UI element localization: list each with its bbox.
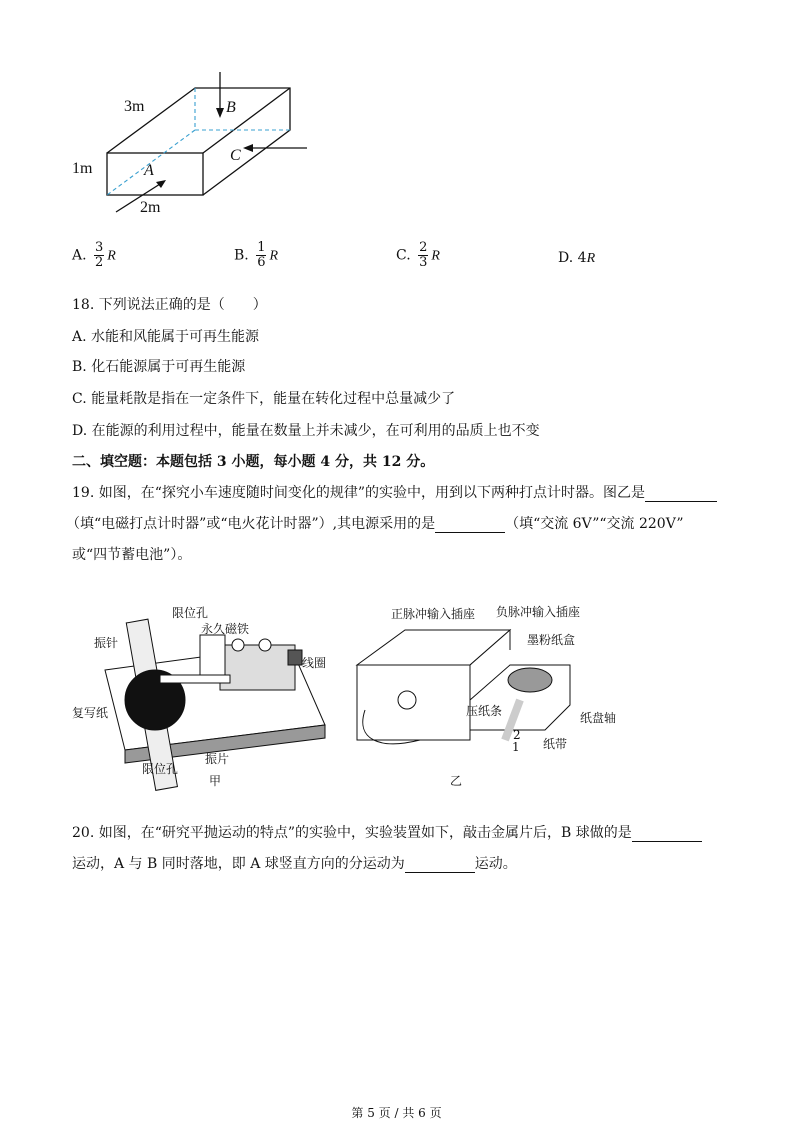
fig-label: 2 (513, 728, 521, 742)
option-b: B. $\frac{1}{6}$ R (234, 240, 279, 270)
fig-label: 纸盘轴 (580, 711, 617, 725)
fig-label: 负脉冲输入插座 (496, 605, 581, 619)
q18-stem: 18. 下列说法正确的是（ ） (72, 297, 267, 313)
figure-caption: 乙 (450, 774, 463, 788)
option-c: C. $\frac{2}{3}$ R (396, 240, 440, 270)
fig-label: 振针 (94, 636, 119, 650)
q18-option-c: C. 能量耗散是指在一定条件下，能量在转化过程中总量减少了 (72, 391, 456, 407)
length-label: 3m (124, 98, 145, 115)
point-b-label: B (226, 99, 236, 116)
q18-option-d: D. 在能源的利用过程中，能量在数量上并未减少，在可利用的品质上也不变 (72, 423, 540, 439)
section-heading: 二、填空题：本题包括 3 小题，每小题 4 分，共 12 分。 (72, 454, 435, 470)
fig-label: 复写纸 (72, 706, 109, 720)
fig-label: 1 (512, 740, 520, 754)
fig-label: 线圈 (302, 656, 327, 670)
page-footer: 第 5 页 / 共 6 页 (351, 1106, 442, 1120)
q19-line1: 19. 如图，在“探究小车速度随时间变化的规律”的实验中，用到以下两种打点计时器。图乙是 (72, 484, 717, 502)
q19-line3: 或“四节蓄电池”）。 (72, 547, 192, 563)
box-drawing (0, 0, 793, 240)
fig-label: 墨粉纸盒 (527, 633, 576, 647)
q20-line1: 20. 如图，在“研究平抛运动的特点”的实验中，实验装置如下，敲击金属片后，B 球做的是 (72, 824, 702, 842)
width-label: 2m (140, 199, 161, 216)
fig-label: 永久磁铁 (201, 622, 250, 636)
answer-blank[interactable] (405, 858, 475, 873)
answer-blank[interactable] (435, 518, 505, 533)
q19-line2: （填“电磁打点计时器”或“电火花计时器”）,其电源采用的是 （填“交流 6V”“交流 220V” (66, 516, 684, 532)
answer-blank[interactable] (645, 487, 717, 502)
answer-blank[interactable] (632, 827, 702, 842)
figure-caption: 甲 (209, 774, 222, 788)
option-d: D. 4R (558, 250, 596, 266)
fig-label: 振片 (205, 752, 230, 766)
option-a: A. $\frac{3}{2}$ R (72, 240, 116, 270)
q18-option-a: A. 水能和风能属于可再生能源 (72, 329, 260, 345)
fig-label: 压纸条 (466, 704, 503, 718)
q18-option-b: B. 化石能源属于可再生能源 (72, 359, 246, 375)
height-label: 1m (72, 160, 93, 177)
fig-label: 限位孔 (142, 762, 179, 776)
point-a-label: A (144, 162, 154, 179)
point-c-label: C (230, 147, 241, 164)
q20-line2: 运动，A 与 B 同时落地，即 A 球竖直方向的分运动为 运动。 (72, 856, 517, 872)
fig-label: 正脉冲输入插座 (391, 607, 476, 621)
fig-label: 限位孔 (172, 606, 209, 620)
fig-label: 纸带 (543, 737, 568, 751)
